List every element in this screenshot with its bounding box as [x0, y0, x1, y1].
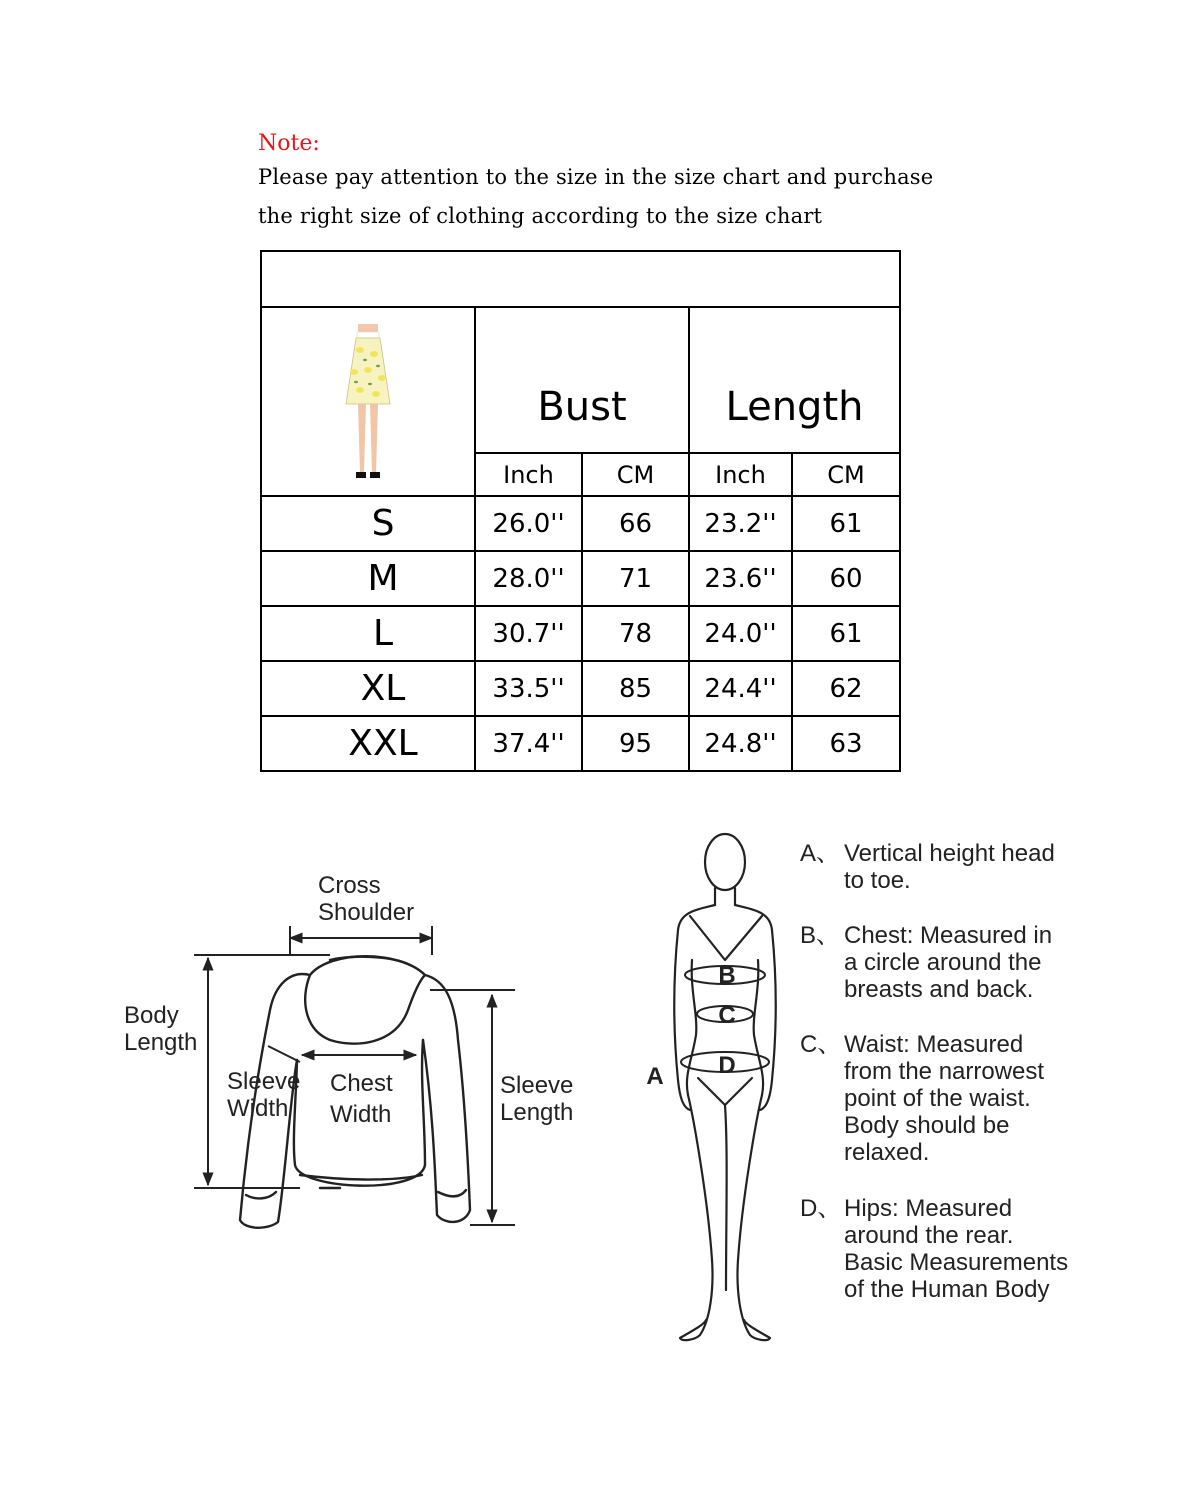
bust-cm-value: 78 [582, 606, 689, 661]
length-cm-value: 61 [792, 606, 900, 661]
label-d: D [718, 1052, 736, 1079]
human-figure-icon [674, 834, 776, 1340]
size-label: S [261, 496, 475, 551]
bust-cm-value: 66 [582, 496, 689, 551]
length-cm-value: 60 [792, 551, 900, 606]
length-cm-value: 63 [792, 716, 900, 771]
length-inch-value: 24.0'' [689, 606, 792, 661]
size-label: XL [261, 661, 475, 716]
bust-inch-value: 28.0'' [475, 551, 582, 606]
note-line-2: the right size of clothing according to the size chart [258, 204, 823, 228]
size-label: XXL [261, 716, 475, 771]
label-a: A [646, 1063, 664, 1090]
size-label: L [261, 606, 475, 661]
bust-inch-header: Inch [475, 453, 582, 496]
legend-key: C、 [800, 1031, 842, 1058]
legend-key: A、 [800, 840, 841, 867]
legend-key: D、 [800, 1195, 842, 1222]
cross-shoulder-label: Cross Shoulder [318, 872, 415, 926]
length-cm-value: 61 [792, 496, 900, 551]
length-cm-value: 62 [792, 661, 900, 716]
sleeve-length-label: Sleeve Length [500, 1072, 574, 1126]
length-inch-value: 24.4'' [689, 661, 792, 716]
length-inch-value: 23.6'' [689, 551, 792, 606]
body-length-label: Body Length [124, 1002, 198, 1056]
bust-cm-value: 71 [582, 551, 689, 606]
note-title: Note: [258, 131, 320, 156]
bust-cm-value: 95 [582, 716, 689, 771]
label-c: C [718, 1002, 736, 1029]
label-b: B [718, 962, 736, 989]
length-inch-value: 24.8'' [689, 716, 792, 771]
length-cm-header: CM [792, 453, 900, 496]
bust-inch-value: 26.0'' [475, 496, 582, 551]
bust-inch-value: 33.5'' [475, 661, 582, 716]
bust-header: Bust [475, 307, 689, 453]
bust-cm-value: 85 [582, 661, 689, 716]
bust-cm-header: CM [582, 453, 689, 496]
note-line-1: Please pay attention to the size in the size chart and purchase [258, 165, 934, 189]
chest-width-label: Chest Width [330, 1070, 393, 1128]
bust-inch-value: 30.7'' [475, 606, 582, 661]
sleeve-width-label: Sleeve Width [227, 1068, 301, 1122]
body-diagram [600, 820, 800, 1360]
size-label: M [261, 551, 475, 606]
bust-inch-value: 37.4'' [475, 716, 582, 771]
length-header: Length [689, 307, 900, 453]
length-inch-value: 23.2'' [689, 496, 792, 551]
length-inch-header: Inch [689, 453, 792, 496]
legend-key: B、 [800, 922, 841, 949]
